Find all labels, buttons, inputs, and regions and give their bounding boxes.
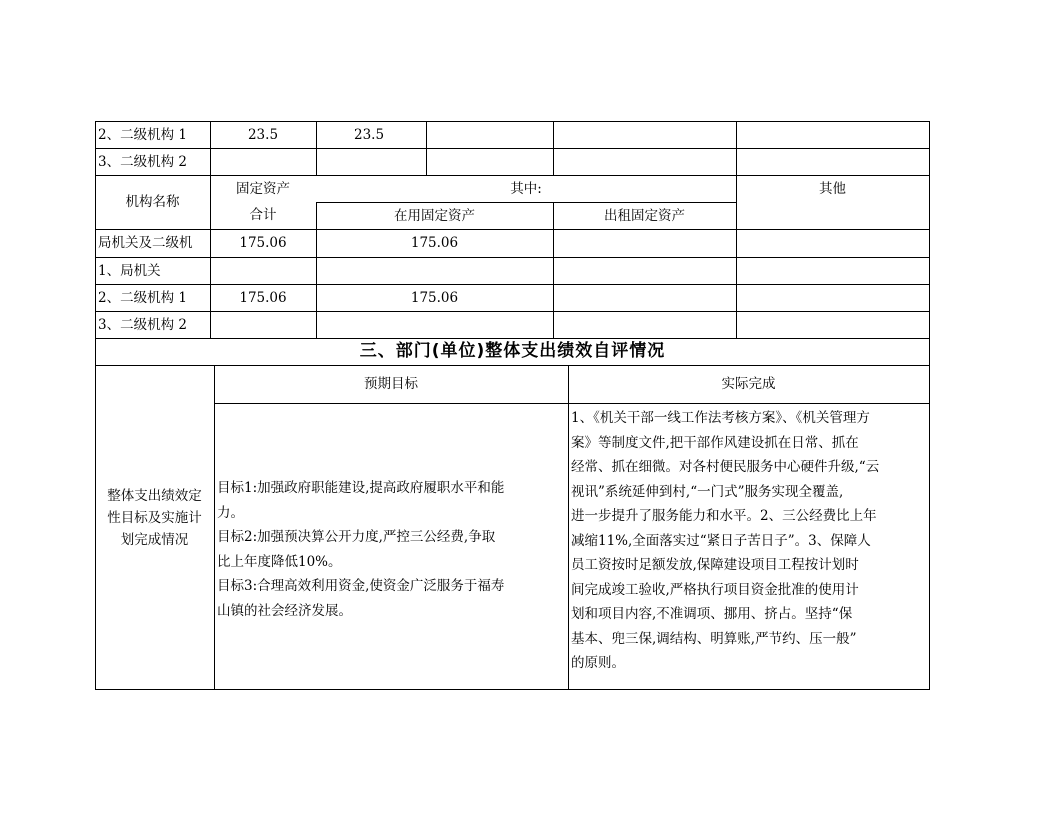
expected-goals-text bbox=[217, 476, 567, 623]
expected-line: 比上年度降低10%。 bbox=[217, 553, 342, 570]
section3-row-label bbox=[95, 485, 214, 551]
table2-header-total-line1: 固定资产 bbox=[236, 180, 290, 197]
actual-line: 案》等制度文件,把干部作风建设抓在日常、抓在 bbox=[571, 434, 859, 451]
table2-cell-in-use: 175.06 bbox=[410, 235, 459, 252]
table1-cell bbox=[553, 122, 736, 148]
column-header-expected: 预期目标 bbox=[364, 376, 418, 393]
table2-header-name: 机构名称 bbox=[125, 194, 180, 211]
table2-cell-total bbox=[210, 258, 316, 284]
actual-completion-text bbox=[571, 406, 928, 676]
table2-row-name: 1、局机关 bbox=[98, 262, 161, 279]
table2-cell-total bbox=[210, 312, 316, 338]
row-label-line: 性目标及实施计 bbox=[107, 510, 202, 526]
table1-cell bbox=[736, 122, 929, 148]
expected-line: 山镇的社会经济发展。 bbox=[217, 602, 352, 619]
table2-header-other: 其他 bbox=[819, 180, 846, 197]
table2-row-name: 局机关及二级机 bbox=[98, 235, 193, 252]
actual-line: 员工资按时足额发放,保障建设项目工程按计划时 bbox=[571, 557, 859, 573]
expected-line: 目标1:加强政府职能建设,提高政府履职水平和能 bbox=[217, 480, 505, 496]
actual-line: 经常、抓在细微。对各村便民服务中心硬件升级,“云 bbox=[571, 459, 880, 475]
table2-header-in-use: 在用固定资产 bbox=[394, 207, 475, 224]
expected-line: 力。 bbox=[217, 504, 244, 521]
row-label-line: 划完成情况 bbox=[120, 532, 189, 548]
table1-cell: 23.5 bbox=[354, 126, 385, 143]
table1-cell bbox=[426, 122, 553, 148]
table1-cell bbox=[736, 149, 929, 175]
table2-cell-in-use bbox=[316, 312, 553, 338]
actual-line: 的原则。 bbox=[571, 655, 625, 671]
actual-line: 视讯”系统延伸到村,“一门式”服务实现全覆盖, bbox=[571, 483, 844, 500]
grid-line bbox=[929, 121, 930, 690]
table2-cell-total: 175.06 bbox=[239, 235, 287, 252]
actual-line: 减缩11%,全面落实过“紧日子苦日子”。3、保障人 bbox=[571, 532, 871, 549]
table2-cell-total: 175.06 bbox=[239, 289, 287, 306]
row-label-line: 整体支出绩效定 bbox=[107, 488, 202, 504]
grid-line bbox=[214, 365, 215, 690]
table1-cell bbox=[316, 149, 426, 175]
actual-line: 基本、兜三保,调结构、明算账,严节约、压一般” bbox=[571, 630, 857, 647]
actual-line: 间完成竣工验收,严格执行项目资金批准的使用计 bbox=[571, 581, 859, 598]
table2-cell-other bbox=[736, 258, 929, 284]
table2-cell-other bbox=[736, 312, 929, 338]
table2-header-among: 其中: bbox=[510, 180, 542, 197]
column-header-actual: 实际完成 bbox=[721, 376, 776, 393]
grid-line bbox=[95, 689, 930, 690]
table2-cell-rented bbox=[553, 285, 736, 311]
table2-cell-rented bbox=[553, 312, 736, 338]
table2-cell-other bbox=[736, 285, 929, 311]
table1-cell: 23.5 bbox=[247, 126, 279, 143]
table2-cell-rented bbox=[553, 230, 736, 257]
table2-cell-rented bbox=[553, 258, 736, 284]
expected-line: 目标3:合理高效利用资金,使资金广泛服务于福寿 bbox=[217, 578, 505, 594]
table2-cell-other bbox=[736, 230, 929, 257]
table2-cell-in-use: 175.06 bbox=[410, 289, 459, 306]
table1-cell bbox=[426, 149, 553, 175]
table1-cell bbox=[210, 149, 316, 175]
table1-cell bbox=[553, 149, 736, 175]
actual-line: 划和项目内容,不准调项、挪用、挤占。坚持“保 bbox=[571, 606, 853, 622]
grid-line bbox=[568, 365, 569, 690]
table2-row-name: 3、二级机构 2 bbox=[98, 316, 187, 333]
actual-line: 1、《机关干部一线工作法考核方案》、《机关管理方 bbox=[571, 410, 870, 426]
actual-line: 进一步提升了服务能力和水平。2、三公经费比上年 bbox=[571, 508, 877, 524]
table2-row-name: 2、二级机构 1 bbox=[98, 289, 187, 306]
table2-header-rented: 出租固定资产 bbox=[604, 207, 685, 224]
table1-row-name: 3、二级机构 2 bbox=[98, 153, 187, 170]
grid-line bbox=[214, 403, 930, 404]
section-title: 三、部门(单位)整体支出绩效自评情况 bbox=[359, 341, 666, 362]
table2-cell-in-use bbox=[316, 258, 553, 284]
table2-header-total-line2: 合计 bbox=[249, 207, 277, 224]
table1-row-name: 2、二级机构 1 bbox=[98, 126, 187, 143]
expected-line: 目标2:加强预决算公开力度,严控三公经费,争取 bbox=[217, 529, 496, 545]
